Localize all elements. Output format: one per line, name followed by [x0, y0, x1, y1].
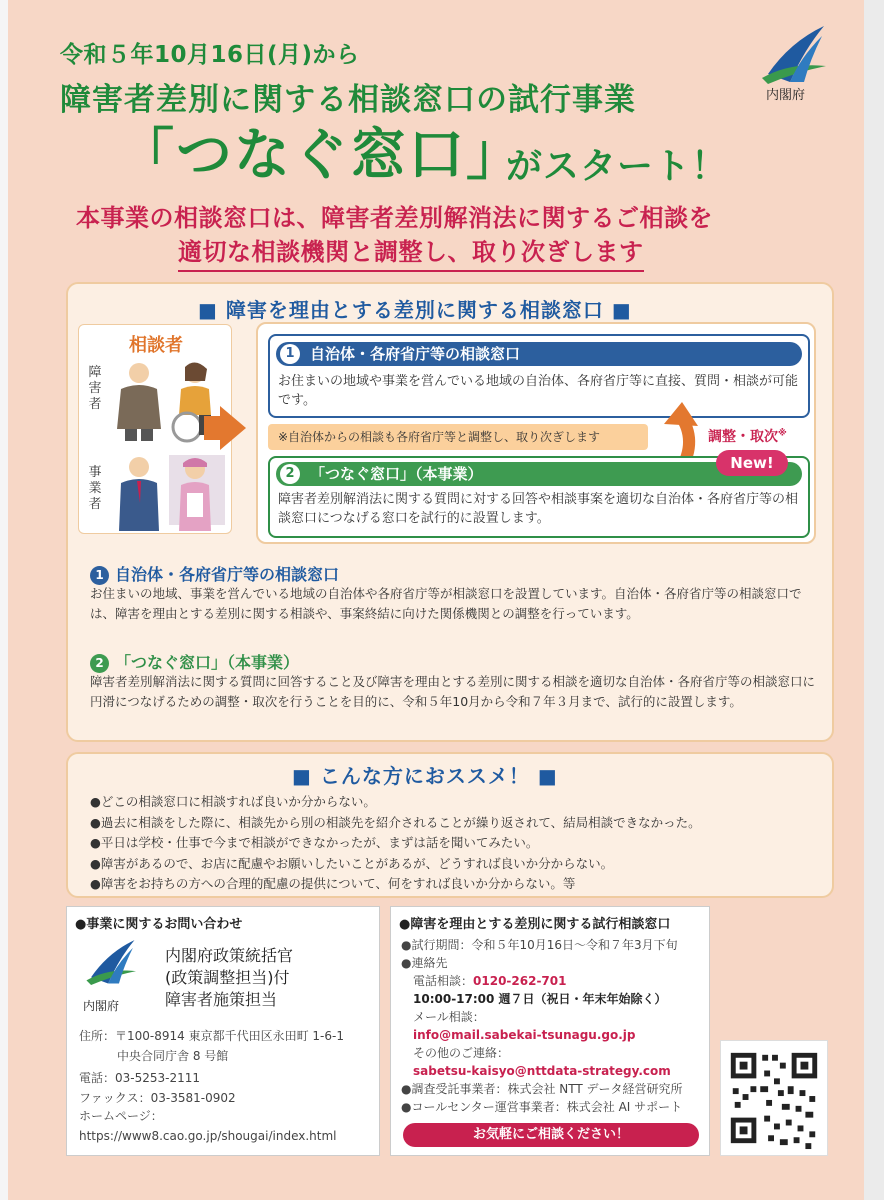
coordination-note: ※自治体からの相談も各府省庁等と調整し、取り次ぎします	[268, 424, 648, 450]
headline: 障害者差別に関する相談窓口の試行事業	[60, 82, 636, 118]
pilot-window-box	[390, 906, 710, 1156]
org-line-1: 内閣府政策統括官	[165, 946, 294, 965]
number-1-icon: 1	[280, 344, 300, 364]
pilot-period: ●試行期間：令和５年10月16日～令和７年3月下旬	[401, 938, 678, 952]
cabinet-office-logo-icon	[81, 937, 143, 999]
start-date: 令和５年10月16日(月)から	[60, 42, 360, 68]
survey-contractor: ●調査受託事業者：株式会社 NTT データ経営研究所	[401, 1082, 683, 1096]
other-contact-label: その他のご連絡：	[413, 1046, 510, 1060]
list-item: ●過去に相談をした際に、相談先から別の相談先を紹介されることが繰り返されて、結局相談できなかった。	[90, 814, 701, 830]
panel-a-text: お住まいの地域や事業を営んでいる地域の自治体、各府省庁等に直接、質問・相談が可能です。	[278, 374, 799, 408]
address-line-1: 住所：〒100-8914 東京都千代田区永田町 1-6-1	[79, 1029, 344, 1043]
panel-b-text: 障害者差別解消法に関する質問に対する回答や相談事案を適切な自治体・各府省庁等の相談窓口につなげる窓口を試行的に設置します。	[278, 492, 799, 526]
new-badge: New!	[716, 450, 788, 476]
list-item: ●障害があるので、お店に配慮やお願いしたいことがあるが、どうすれば良いか分からない。	[90, 855, 614, 871]
lead-line-2: 適切な相談機関と調整し、取り次ぎします	[178, 232, 644, 272]
contact-fax: ファックス：03-3581-0902	[79, 1091, 236, 1105]
consultation-diagram-box	[66, 282, 834, 742]
qr-code-icon[interactable]	[720, 1040, 828, 1156]
contact-label: ●連絡先	[401, 956, 448, 970]
label-businesses: 事業者	[88, 465, 102, 512]
business-people-illustration-icon	[109, 453, 227, 533]
panel-a-header	[276, 342, 802, 366]
panel-a-title: 自治体・各府省庁等の相談窓口	[310, 345, 521, 363]
main-title-suffix: がスタート！	[506, 146, 729, 187]
contact-logo-label: 内閣府	[83, 999, 120, 1013]
section-2-body: 障害者差別解消法に関する質問に回答すること及び障害を理由とする差別に関する相談を適切な自治体・各府省庁等の相談窓口に円滑につなげるための調整・取次を行うことを目的に、令和５年10月から令和７年３月まで、試行的に設置します。	[90, 674, 816, 709]
adjust-relay-label: 調整・取次※	[708, 428, 787, 445]
lead-line-1: 本事業の相談窓口は、障害者差別解消法に関するご相談を	[76, 204, 713, 232]
phone-number-link[interactable]: 0120-262-701	[473, 974, 567, 988]
service-hours: 10:00-17:00 週７日（祝日・年末年始除く）	[413, 992, 667, 1006]
org-line-2: (政策調整担当)付	[165, 968, 290, 987]
org-line-3: 障害者施策担当	[165, 990, 278, 1009]
recommend-list	[90, 792, 830, 895]
local-government-window-panel	[268, 334, 810, 418]
contact-box	[66, 906, 380, 1156]
homepage-label: ホームページ：	[79, 1109, 163, 1123]
mail-link[interactable]: info@mail.sabekai-tsunagu.go.jp	[413, 1028, 636, 1042]
section-1-number-icon: 1	[90, 566, 109, 585]
section-1-body: お住まいの地域、事業を営んでいる地域の自治体や各府省庁等が相談窓口を設置しています。自治体・各府省庁等の相談窓口では、障害を理由とする差別に関する相談や、事案終結に向けた関係機関との調整を行っています。	[90, 586, 802, 621]
consult-cta-banner: お気軽にご相談ください！	[403, 1123, 699, 1147]
list-item: ●どこの相談窓口に相談すれば良いか分からない。	[90, 794, 376, 809]
pilot-title: ●障害を理由とする差別に関する試行相談窓口	[399, 917, 671, 932]
contact-phone: 電話：03-5253-2111	[79, 1071, 201, 1085]
logo-label: 内閣府	[766, 88, 806, 103]
number-2-icon: 2	[280, 464, 300, 484]
diagram-title: ■ 障害を理由とする差別に関する相談窓口 ■	[198, 298, 632, 322]
section-2-heading: 2 「つなぐ窓口」（本事業）	[90, 650, 299, 673]
section-2-number-icon: 2	[90, 654, 109, 673]
homepage-link[interactable]: https://www8.cao.go.jp/shougai/index.html	[79, 1129, 337, 1143]
flow-arrow-icon	[220, 406, 246, 450]
list-item: ●障害をお持ちの方への合理的配慮の提供について、何をすれば良いか分からない。等	[90, 876, 576, 891]
section-1-heading: 1 自治体・各府省庁等の相談窓口	[90, 562, 339, 585]
recommend-title: ■ こんな方におススメ！ ■	[292, 764, 558, 788]
page-edge	[864, 0, 884, 1200]
contact-title: ●事業に関するお問い合わせ	[75, 917, 243, 932]
flyer-page	[8, 0, 864, 1200]
panel-b-title: 「つなぐ窓口」（本事業）	[310, 465, 483, 483]
label-persons-with-disabilities: 障害者	[88, 365, 102, 412]
list-item: ●平日は学校・仕事で今まで相談ができなかったが、まずは話を聞いてみたい。	[90, 835, 539, 850]
phone-consult: 電話相談：0120-262-701	[413, 974, 567, 988]
flow-panel	[256, 322, 816, 544]
address-line-2: 中央合同庁舎 8 号館	[117, 1049, 229, 1063]
main-title: 「つなぐ窓口」	[118, 123, 524, 188]
mail-label: メール相談：	[413, 1010, 485, 1024]
callcenter-operator: ●コールセンター運営事業者：株式会社 AI サポート	[401, 1100, 683, 1114]
recommend-box	[66, 752, 834, 898]
other-mail-link[interactable]: sabetsu-kaisyo@nttdata-strategy.com	[413, 1064, 671, 1078]
consultant-title: 相談者	[129, 335, 183, 356]
